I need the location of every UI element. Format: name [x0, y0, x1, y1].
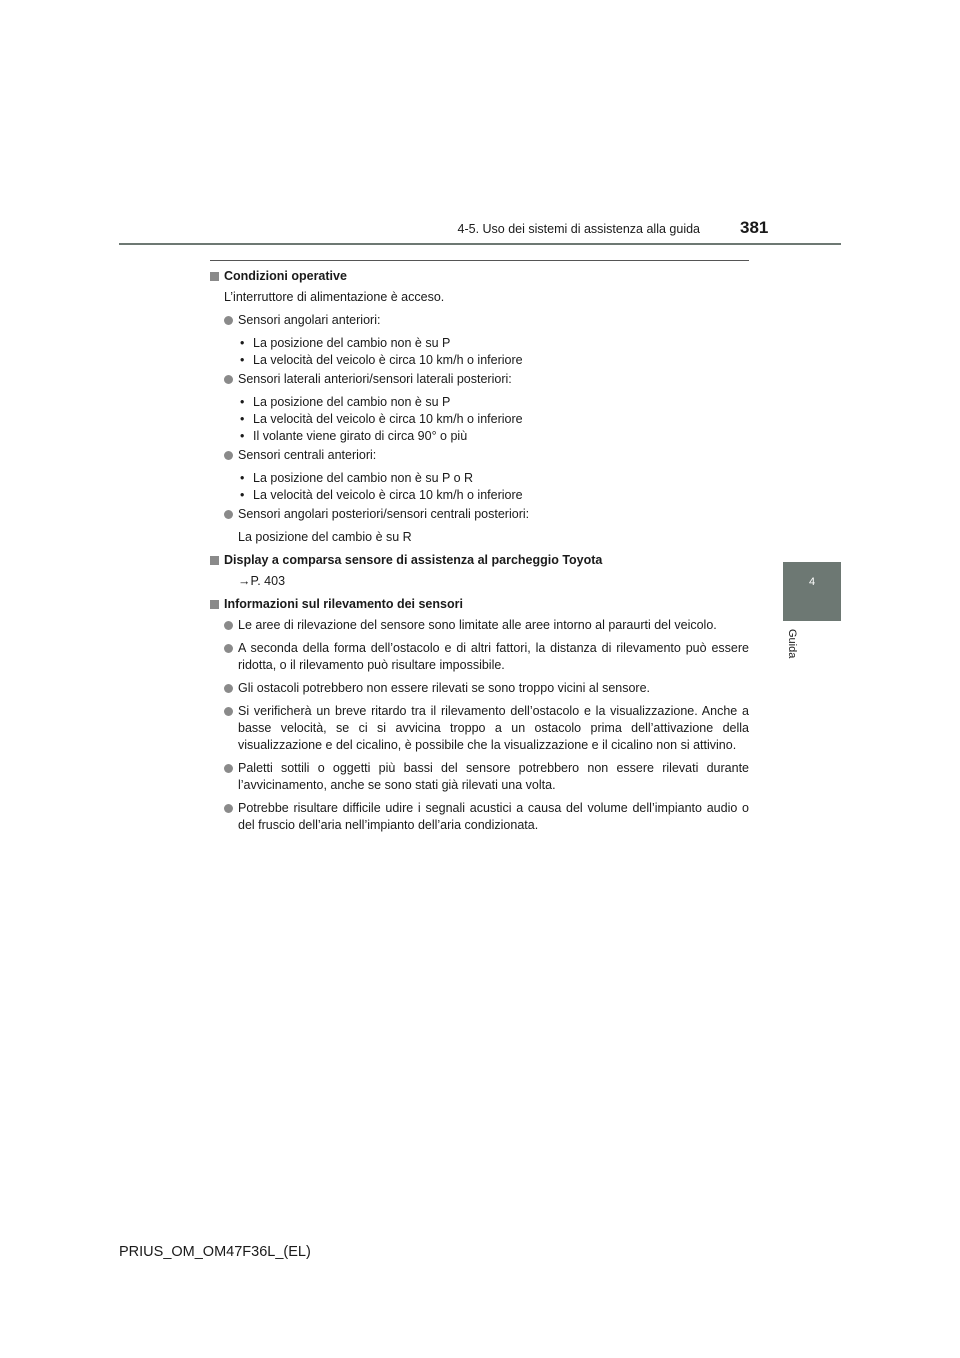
- list-item: • La posizione del cambio non è su P: [240, 336, 451, 350]
- chapter-number: 4: [808, 576, 816, 588]
- chapter-side-label: [784, 629, 804, 679]
- section-title-display: Display a comparsa sensore di assistenza al parcheggio Toyota: [210, 552, 749, 569]
- chapter-label: Guida: [786, 629, 798, 659]
- list-item: • Il volante viene girato di circa 90° o più: [240, 429, 468, 443]
- round-bullet-icon: [224, 644, 233, 653]
- list-item: • La velocità del veicolo è circa 10 km/h o inferiore: [240, 412, 523, 426]
- rear-condition-text: La posizione del cambio è su R: [238, 530, 412, 544]
- page-number: 381: [740, 218, 769, 237]
- round-bullet-icon: [224, 764, 233, 773]
- subitems-side: [210, 394, 749, 445]
- round-bullet-icon: [224, 621, 233, 630]
- header-section-title: 4-5. Uso dei sistemi di assistenza alla guida: [457, 222, 700, 236]
- subitems-front-center: [210, 470, 749, 504]
- square-bullet-icon: [210, 600, 219, 609]
- header-rule: [119, 243, 841, 245]
- detection-bullet: Potrebbe risultare difficile udire i segnali acustici a causa del volume dell’impianto audio o del fruscio dell’aria nell’impianto dell’aria condizionata.: [210, 800, 749, 834]
- bullet-front-center: Sensori centrali anteriori:: [210, 447, 749, 464]
- page-content: [210, 268, 749, 840]
- section-title-detection: Informazioni sul rilevamento dei sensori: [210, 596, 749, 613]
- detection-bullet: Si verificherà un breve ritardo tra il rilevamento dell’ostacolo e la visualizzazione. Anche a basse velocità, se ci si avvicina troppo a un ostacolo prima dell’attivazione della visualizzazione e del cicalino, è possibile che la visualizzazione e il cicalino non si attivino.: [210, 703, 749, 754]
- footer-doc-code: PRIUS_OM_OM47F36L_(EL): [119, 1244, 311, 1260]
- round-bullet-icon: [224, 375, 233, 384]
- subitems-front-corner: [210, 335, 749, 369]
- round-bullet-icon: [224, 684, 233, 693]
- detection-bullet: A seconda della forma dell’ostacolo e di altri fattori, la distanza di rilevamento può essere ridotta, o il rilevamento può risultare impossibile.: [210, 640, 749, 674]
- round-bullet-icon: [224, 804, 233, 813]
- content-rule: [210, 260, 749, 261]
- round-bullet-icon: [224, 510, 233, 519]
- detection-bullet: Gli ostacoli potrebbero non essere rilevati se sono troppo vicini al sensore.: [210, 680, 749, 697]
- chapter-tab: [783, 562, 841, 621]
- list-item: • La posizione del cambio non è su P o R: [240, 471, 474, 485]
- section-title-conditions: Condizioni operative: [210, 268, 749, 285]
- list-item: • La velocità del veicolo è circa 10 km/h o inferiore: [240, 353, 523, 367]
- list-item: • La velocità del veicolo è circa 10 km/h o inferiore: [240, 488, 523, 502]
- round-bullet-icon: [224, 707, 233, 716]
- list-item: • La posizione del cambio non è su P: [240, 395, 451, 409]
- detection-bullet: Le aree di rilevazione del sensore sono limitate alle aree intorno al paraurti del veicolo.: [210, 617, 749, 634]
- square-bullet-icon: [210, 272, 219, 281]
- bullet-front-corner: Sensori angolari anteriori:: [210, 312, 749, 329]
- round-bullet-icon: [224, 451, 233, 460]
- bullet-side: Sensori laterali anteriori/sensori laterali posteriori:: [210, 371, 749, 388]
- page-reference-link[interactable]: →P. 403: [238, 574, 286, 588]
- square-bullet-icon: [210, 556, 219, 565]
- conditions-intro: L’interruttore di alimentazione è acceso.: [224, 290, 445, 304]
- bullet-rear: Sensori angolari posteriori/sensori centrali posteriori:: [210, 506, 749, 523]
- round-bullet-icon: [224, 316, 233, 325]
- detection-bullet: Paletti sottili o oggetti più bassi del sensore potrebbero non essere rilevati durante l’avvicinamento, anche se sono stati già rilevati una volta.: [210, 760, 749, 794]
